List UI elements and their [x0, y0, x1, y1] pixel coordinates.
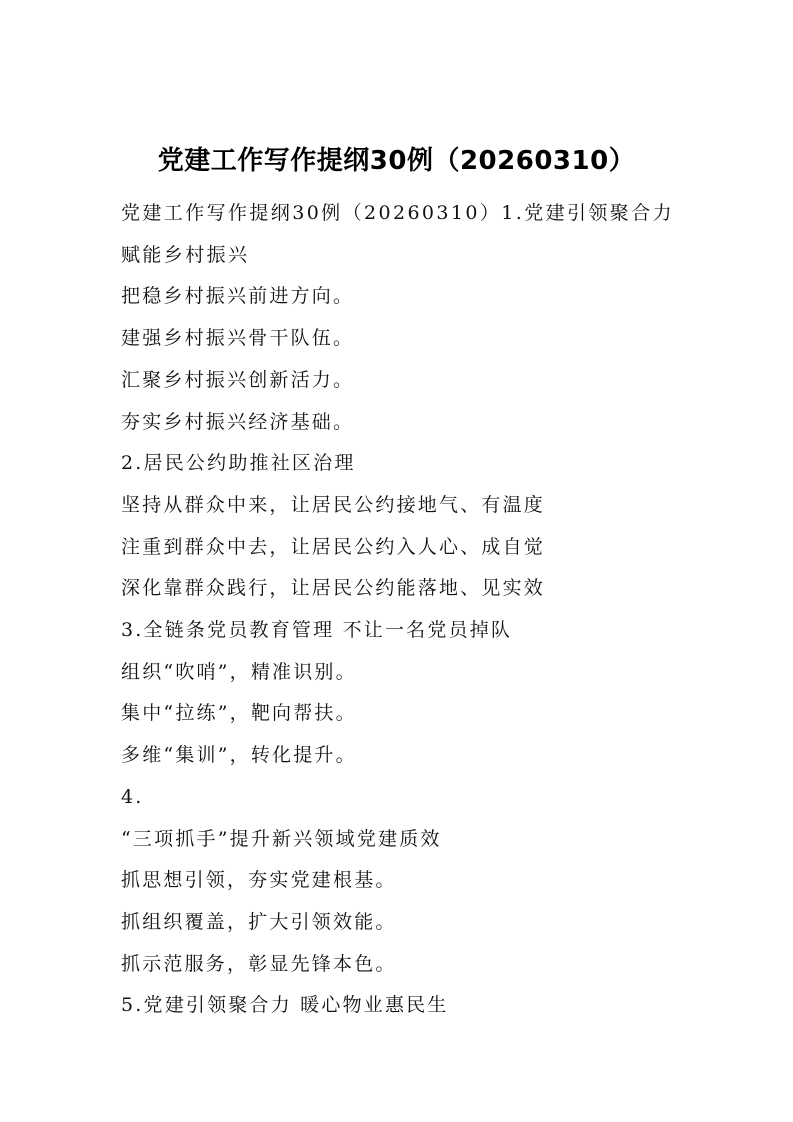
paragraph-line: 抓示范服务，彰显先锋本色。	[121, 952, 397, 975]
document-title: 党建工作写作提纲30例（20260310）	[157, 146, 636, 177]
paragraph-line: 抓组织覆盖，扩大引领效能。	[121, 910, 397, 933]
document-body	[121, 193, 681, 1027]
section-heading: “三项抓手”提升新兴领域党建质效	[121, 827, 442, 850]
paragraph-line: 深化靠群众践行，让居民公约能落地、见实效	[121, 577, 546, 600]
paragraph-line: 建强乡村振兴骨干队伍。	[121, 327, 355, 350]
section-number: 4.	[121, 785, 144, 808]
paragraph-line: 夯实乡村振兴经济基础。	[121, 410, 355, 433]
paragraph-line: 党建工作写作提纲30例（20260310）1.党建引领聚合力 赋能乡村振兴	[121, 202, 675, 266]
section-heading: 3.全链条党员教育管理 不让一名党员掉队	[121, 619, 513, 642]
paragraph-line: 组织“吹哨”，精准识别。	[121, 660, 357, 683]
paragraph-line: 汇聚乡村振兴创新活力。	[121, 368, 355, 391]
paragraph-line: 抓思想引领，夯实党建根基。	[121, 869, 397, 892]
paragraph-line: 集中“拉练”，靶向帮扶。	[121, 702, 357, 725]
section-heading: 5.党建引领聚合力 暖心物业惠民生	[121, 994, 449, 1017]
paragraph-line: 多维“集训”，转化提升。	[121, 744, 357, 767]
section-heading: 2.居民公约助推社区治理	[121, 452, 356, 475]
paragraph-line: 坚持从群众中来，让居民公约接地气、有温度	[121, 493, 546, 516]
paragraph-line: 注重到群众中去，让居民公约入人心、成自觉	[121, 535, 546, 558]
paragraph-line: 把稳乡村振兴前进方向。	[121, 285, 355, 308]
